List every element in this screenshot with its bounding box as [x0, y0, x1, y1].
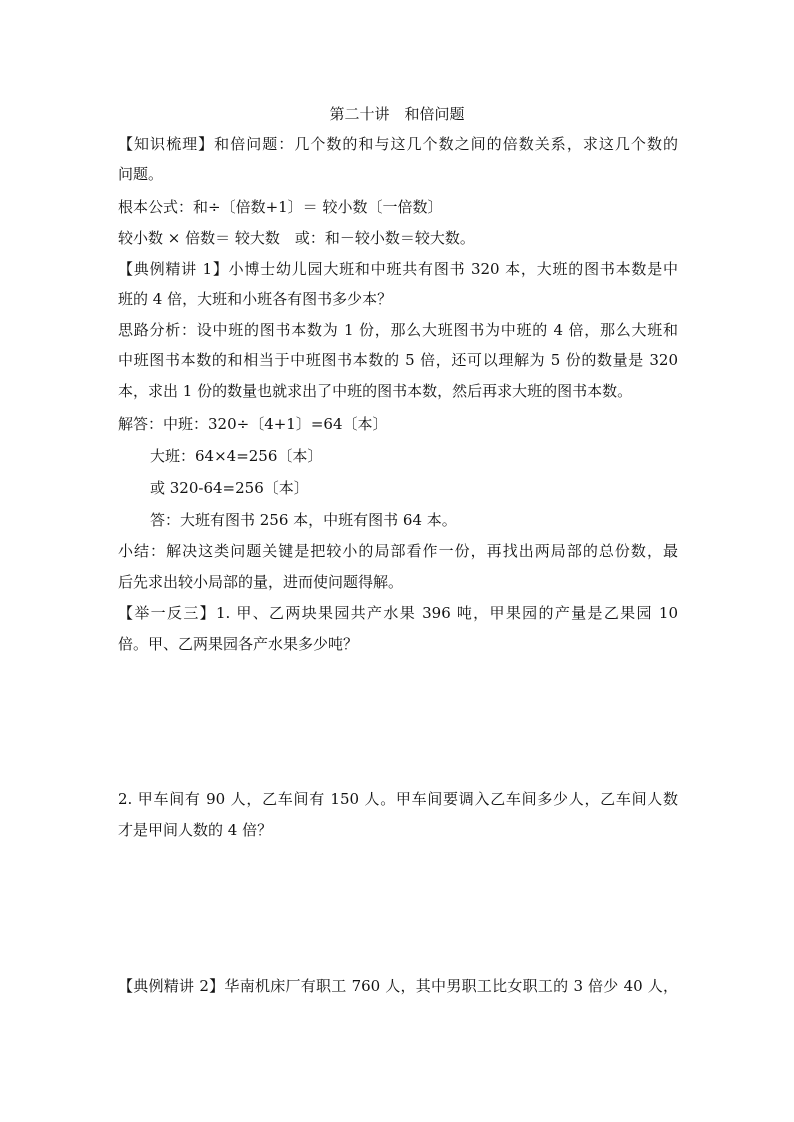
knowledge-line-2: 问题。: [118, 165, 164, 183]
practice2-line-2: 才是甲间人数的 4 倍？: [118, 821, 273, 839]
answer-line-1: 解答：中班：320÷〔4+1〕=64〔本〕: [118, 415, 388, 433]
answer-line-2: 大班：64×4=256〔本〕: [150, 447, 323, 465]
analysis-line-3: 本，求出 1 份的数量也就求出了中班的图书本数，然后再求大班的图书本数。: [118, 382, 633, 400]
answer-line-4: 答：大班有图书 256 本，中班有图书 64 本。: [150, 511, 457, 529]
answer-line-3: 或 320-64=256〔本〕: [150, 479, 309, 497]
example1-line-2: 班的 4 倍，大班和小班各有图书多少本？: [118, 290, 393, 308]
summary-line-2: 后先求出较小局部的量，进而使问题得解。: [118, 573, 404, 591]
formula-line-1: 根本公式：和÷〔倍数+1〕＝ 较小数〔一倍数〕: [118, 198, 443, 216]
formula-line-2: 较小数 × 倍数＝ 较大数 或：和－较小数＝较大数。: [118, 229, 475, 247]
example1-line-1: 【典例精讲 1】小博士幼儿园大班和中班共有图书 320 本，大班的图书本数是中: [118, 260, 678, 278]
example2-line-1: 【典例精讲 2】华南机床厂有职工 760 人，其中男职工比女职工的 3 倍少 40 人，: [118, 977, 678, 995]
lecture-title: 第二十讲 和倍问题: [329, 105, 465, 123]
analysis-line-2: 中班图书本数的和相当于中班图书本数的 5 倍，还可以理解为 5 份的数量是 320: [118, 351, 678, 369]
analysis-line-1: 思路分析：设中班的图书本数为 1 份，那么大班图书为中班的 4 倍，那么大班和: [118, 321, 678, 339]
knowledge-line-1: 【知识梳理】和倍问题：几个数的和与这几个数之间的倍数关系，求这几个数的: [118, 135, 678, 153]
practice2-line-1: 2. 甲车间有 90 人，乙车间有 150 人。甲车间要调入乙车间多少人，乙车间人数: [118, 790, 678, 808]
practice1-line-1: 【举一反三】1. 甲、乙两块果园共产水果 396 吨，甲果园的产量是乙果园 10: [118, 604, 678, 622]
summary-line-1: 小结：解决这类问题关键是把较小的局部看作一份，再找出两局部的总份数，最: [118, 542, 678, 560]
practice1-line-2: 倍。甲、乙两果园各产水果多少吨？: [118, 635, 359, 653]
